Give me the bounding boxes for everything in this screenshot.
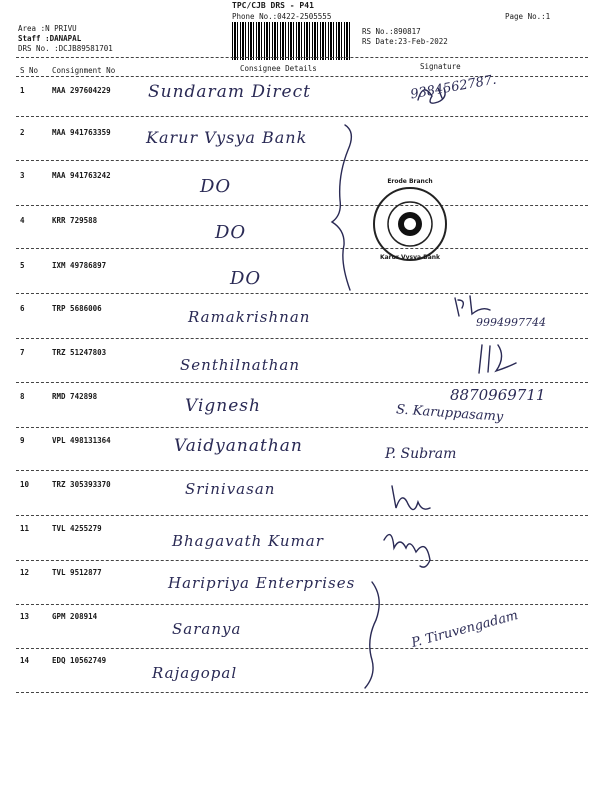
row-sno: 2: [20, 128, 25, 137]
signature-scribble-1: [418, 88, 445, 103]
row-signature: P. Tiruvengadam: [409, 608, 520, 651]
row-consignee: Karur Vysya Bank: [146, 128, 308, 147]
row-consignee: Ramakrishnan: [188, 308, 311, 326]
row-consignment: MAA 297604229: [52, 86, 111, 95]
rs-number: RS No.:890817: [362, 27, 421, 36]
row-consignee: Bhagavath Kumar: [172, 532, 324, 550]
row-consignment: TVL 4255279: [52, 524, 102, 533]
row-sno: 14: [20, 656, 30, 665]
row-consignee: Senthilnathan: [180, 356, 300, 374]
column-header-consignment: Consignment No: [52, 66, 116, 75]
row-sno: 7: [20, 348, 25, 357]
brace-rows-12-14: [365, 582, 379, 688]
row-consignment: KRR 729588: [52, 216, 98, 225]
row-consignment: VPL 498131364: [52, 436, 111, 445]
row-signature: 9384562787.: [409, 72, 498, 103]
row-sno: 9: [20, 436, 25, 445]
signature-scribble-7: [479, 345, 516, 373]
row-consignment: MAA 941763359: [52, 128, 111, 137]
row-signature: P. Subram: [385, 446, 457, 462]
row-sno: 8: [20, 392, 25, 401]
row-consignment: RMD 742898: [52, 392, 98, 401]
row-consignment: TRP 5686006: [52, 304, 102, 313]
row-sno: 13: [20, 612, 30, 621]
row-sno: 6: [20, 304, 25, 313]
row-consignee: Vaidyanathan: [174, 436, 303, 456]
page-number: Page No.:1: [505, 12, 551, 21]
document-title: TPC/CJB DRS - P41: [232, 1, 314, 10]
row-consignee: Saranya: [172, 620, 242, 638]
row-sno: 1: [20, 86, 25, 95]
row-consignee: Vignesh: [185, 396, 261, 416]
column-header-sno: S No: [20, 66, 39, 75]
row-sno: 4: [20, 216, 25, 225]
row-consignment: MAA 941763242: [52, 171, 111, 180]
signature-scribble-6: [455, 296, 490, 316]
row-sno: 10: [20, 480, 30, 489]
row-consignee: Rajagopal: [152, 664, 238, 682]
signature-scribble-11: [384, 535, 430, 568]
row-consignee: DO: [200, 176, 232, 197]
bank-stamp-graphic: [372, 186, 448, 262]
row-consignee: Srinivasan: [185, 480, 276, 498]
stamp-inner-text: Erode Branch: [387, 178, 433, 185]
row-sno: 3: [20, 171, 25, 180]
row-signature-name: S. Karuppasamy: [395, 402, 504, 425]
row-consignee: DO: [215, 222, 247, 243]
signature-scribble-10: [392, 486, 430, 510]
staff-label: Staff :DANAPAL: [18, 34, 82, 43]
row-consignment: IXM 49786897: [52, 261, 107, 270]
row-consignee: DO: [230, 268, 262, 289]
phone-number: Phone No.:0422-2505555: [232, 12, 332, 21]
column-header-signature: Signature: [420, 62, 461, 71]
brace-rows-2-5: [332, 125, 351, 290]
drs-number: DRS No. :DCJB89581701: [18, 44, 113, 53]
bank-stamp: [372, 178, 448, 262]
rs-date: RS Date:23-Feb-2022: [362, 37, 448, 46]
row-consignee: Haripriya Enterprises: [168, 574, 356, 592]
row-sno: 11: [20, 524, 30, 533]
stamp-outer-text: Karur Vysya Bank: [379, 254, 441, 261]
row-consignment: GPM 208914: [52, 612, 98, 621]
row-consignee: Sundaram Direct: [148, 82, 311, 102]
row-signature: 9994997744: [476, 316, 546, 329]
row-consignment: TRZ 51247803: [52, 348, 107, 357]
row-consignment: TRZ 305393370: [52, 480, 111, 489]
column-header-details: Consignee Details: [240, 64, 317, 73]
row-sno: 5: [20, 261, 25, 270]
row-signature: 8870969711: [450, 386, 546, 404]
row-sno: 12: [20, 568, 30, 577]
row-consignment: EDQ 10562749: [52, 656, 107, 665]
area-label: Area :N PRIVU: [18, 24, 77, 33]
row-consignment: TVL 9512877: [52, 568, 102, 577]
